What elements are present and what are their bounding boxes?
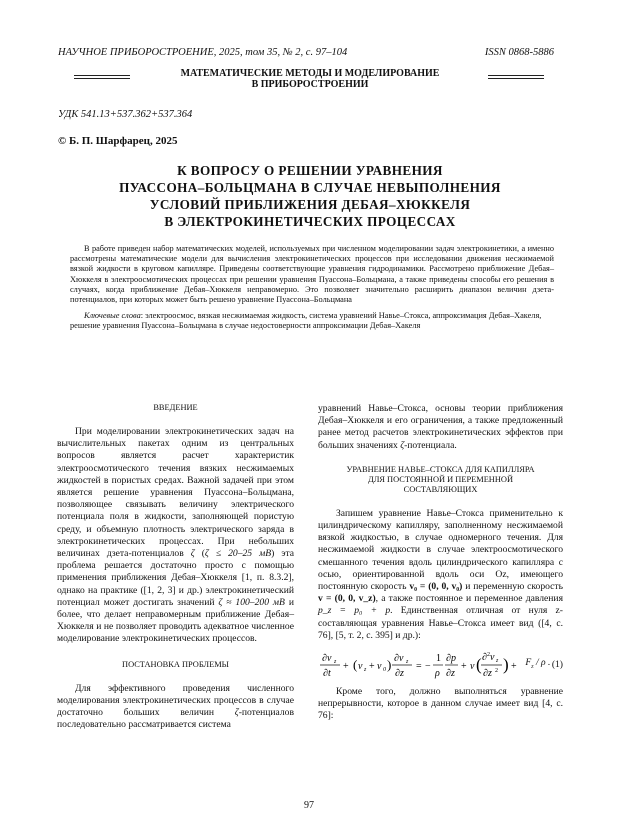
- svg-text:−: −: [425, 661, 431, 673]
- navier-stokes-paragraph: Запишем уравнение Навье–Стокса применительно к цилиндрическому капилляру, заполненному несжимаемой вязкой жидкостью, в случае одномерного течения. Для несжимаемой жидкости в случае электроосмотического смешанного течения вдоль цилиндрического капилляра с осью, ориентированной вдоль оси Oz, имеющего постоянную скорость v₀ = (0, 0, v₀) и переменную скорость v = (0, 0, v_z), а также постоянное и переменное давления p_z = p₀ + p. Единственная отличная от нуля z-составляющая уравнения Навье–Стокса имеет вид ([4, c. 76], [5, т. 2, c. 395] и др.):: [318, 507, 563, 641]
- navier-stokes-equation: [318, 650, 528, 680]
- force-term: $F_z$ / ρ .: [525, 656, 551, 670]
- v-expression: v = (0, 0, v_z): [318, 593, 376, 605]
- svg-text:∂v: ∂v: [322, 653, 332, 665]
- page-number: 97: [304, 800, 314, 811]
- svg-text:): ): [503, 655, 509, 675]
- equation-number: (1): [551, 658, 563, 670]
- abstract: [70, 244, 554, 305]
- zeta-range: ζ ≤ 20–25 мВ: [204, 548, 272, 560]
- zeta-symbol-3: ζ: [400, 439, 405, 451]
- svg-text:∂p: ∂p: [446, 653, 456, 665]
- svg-text:(: (: [353, 657, 358, 673]
- title-line4: В ЭЛЕКТРОКИНЕТИЧЕСКИХ ПРОЦЕССАХ: [164, 214, 456, 229]
- v0-expression: v₀ = (0, 0, v₀): [409, 581, 463, 593]
- svg-text:v: v: [377, 661, 382, 673]
- svg-text:): ): [387, 657, 392, 673]
- svg-text:+: +: [369, 661, 375, 673]
- svg-text:∂t: ∂t: [323, 668, 331, 680]
- keywords: [70, 311, 554, 331]
- journal-header: НАУЧНОЕ ПРИБОРОСТРОЕНИЕ, 2025, том 35, № 2, c. 97–104: [58, 47, 348, 58]
- equation-1: [318, 650, 563, 680]
- svg-text:∂v: ∂v: [394, 653, 404, 665]
- svg-text:z: z: [334, 659, 337, 666]
- pressure-expression: p_z = p₀ + p: [318, 605, 391, 617]
- intro-paragraph: При моделировании электрокинетических задач на вычислительных пакетах одним из центральных вопросов является расчет характеристик электроосмотического течения вязких несжимаемых жидкостей в пористых средах. Важной задачей при этом является решение уравнения Пуассона–Больцмана, позволяющее связывать величину электрического потенциала поля в жидкости, заполняющей пористую среду, и объемную плотность электрического заряда в электрокинетических процессах. При небольших величинах дзета-потенциалов ζ (ζ ≤ 20–25 мВ) эта проблема решается достаточно просто с помощью применения приближения Дебая–Хюккеля [1, п. 8.3.2], однако на практике ([1, 2, 3] и др.) электрокинетический потенциал может достигать значений ζ ≈ 100–200 мВ и более, что делает неправомерным приближение Дебая–Хюккеля и не позволяет проводить адекватное численное моделирование электрокинетических процессов.: [57, 426, 295, 645]
- svg-text:1: 1: [436, 653, 441, 665]
- svg-text:z: z: [496, 658, 499, 665]
- left-column: [57, 403, 294, 731]
- svg-text:∂z: ∂z: [395, 668, 404, 680]
- svg-text:ρ: ρ: [435, 668, 440, 680]
- svg-text:(: (: [476, 655, 482, 675]
- svg-text:z: z: [406, 659, 409, 666]
- svg-text:ν: ν: [470, 661, 475, 673]
- svg-text:0: 0: [383, 667, 386, 674]
- right-column: [318, 403, 563, 723]
- section-title-line1: МАТЕМАТИЧЕСКИЕ МЕТОДЫ И МОДЕЛИРОВАНИЕ: [180, 68, 440, 79]
- abstract-text: В работе приведен набор математических моделей, используемых при численном моделировании задач электрокинетики, а именно рассмотрены математические модели для вычисления электрокинетических процессов при исследовании движения несжимаемой вязкой жидкости в круговом капилляре. Приведены соответствующие уравнения гидродинамики. Рассмотрено приближение Дебая–Хюккеля в электроосмотических процессах при решении уравнения Пуассона–Больцмана, а также приведены способы его решения в случаях, когда приближение Дебая–Хюккеля неправомерно. Это позволяет значительно расширить диапазон величин дзета-потенциалов, при которых может быть решено уравнение Пуассона–Больцмана: [70, 244, 554, 305]
- svg-text:∂z: ∂z: [483, 668, 492, 680]
- svg-text:v: v: [490, 652, 495, 664]
- section-title: [60, 68, 560, 90]
- title-line2: ПУАССОНА–БОЛЬЦМАНА В СЛУЧАЕ НЕВЫПОЛНЕНИЯ: [119, 180, 501, 195]
- section-title-line2: В ПРИБОРОСТРОЕНИИ: [251, 79, 369, 90]
- svg-text:+: +: [343, 661, 349, 673]
- continuation-paragraph: уравнений Навье–Стокса, основы теории приближения Дебая–Хюккеля и его ограничения, а также предложенный ранее метод расчетов электрокинетических эффектов при больших значениях ζ-потенциала.: [318, 403, 563, 451]
- navier-stokes-heading: УРАВНЕНИЕ НАВЬЕ–СТОКСА ДЛЯ КАПИЛЛЯРА ДЛЯ ПОСТОЯННОЙ И ПЕРЕМЕННОЙ СОСТАВЛЯЮЩИХ: [346, 464, 535, 494]
- svg-text:=: =: [416, 661, 422, 673]
- svg-text:∂z: ∂z: [446, 668, 455, 680]
- svg-text:+: +: [461, 661, 467, 673]
- intro-heading: ВВЕДЕНИЕ: [153, 403, 198, 412]
- udk-code: УДК 541.13+537.362+537.364: [58, 109, 193, 120]
- keywords-text: : электроосмос, вязкая несжимаемая жидкость, система уравнений Навье–Стокса, аппроксимация Дебая–Хакеля, решение уравнения Пуассона–Больцмана в случае недостоверности аппроксимации Дебая–Хакеля: [70, 311, 542, 331]
- zeta-symbol-2: ζ: [234, 707, 239, 719]
- keywords-label: Ключевые слова: [84, 311, 141, 320]
- zeta-symbol: ζ: [190, 548, 195, 560]
- author-line: © Б. П. Шарфарец, 2025: [58, 135, 178, 147]
- continuity-paragraph: Кроме того, должно выполняться уравнение непрерывности, которое в данном случае имеет вид [4, c. 76]:: [318, 686, 563, 722]
- problem-paragraph: Для эффективного проведения численного моделирования электрокинетических процессов в случае достаточно больших величин ζ-потенциалов последовательно рассматривается система: [57, 682, 294, 731]
- svg-text:∂: ∂: [482, 652, 487, 664]
- svg-text:2: 2: [487, 652, 490, 659]
- svg-text:2: 2: [495, 668, 498, 675]
- article-title: [90, 162, 530, 230]
- svg-text:+: +: [511, 661, 517, 673]
- problem-heading: ПОСТАНОВКА ПРОБЛЕМЫ: [122, 659, 229, 669]
- zeta-value: ζ ≈ 100–200 мВ: [218, 596, 285, 608]
- issn-label: ISSN 0868-5886: [484, 47, 554, 58]
- title-line1: К ВОПРОСУ О РЕШЕНИИ УРАВНЕНИЯ: [177, 163, 443, 178]
- svg-text:v: v: [358, 661, 363, 673]
- title-line3: УСЛОВИЙ ПРИБЛИЖЕНИЯ ДЕБАЯ–ХЮККЕЛЯ: [149, 197, 471, 212]
- svg-text:z: z: [364, 667, 367, 674]
